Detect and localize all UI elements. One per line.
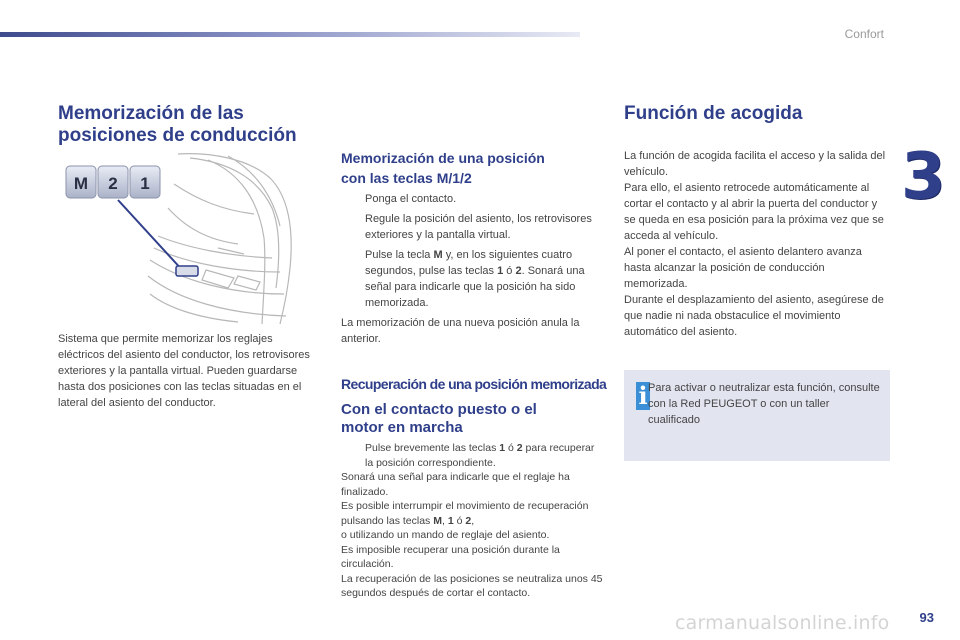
left-title-line1: Memorización de las — [58, 103, 244, 124]
info-text: Para activar o neutralizar esta función, consulte con la Red PEUGEOT o con un taller cualificado — [648, 382, 880, 426]
welcome-function-text: La función de acogida facilita el acceso y la salida del vehículo. Para ello, el asiento retrocede automáticamente al cortar el contacto y al abrir la puerta del conductor y se queda en esa posición para la próxima vez que se acceda al vehículo. Al poner el contacto, el asiento delantero avanza hasta alcanzar la posición de conducción memorizada. Durante el desplazamiento del asiento, asegúrese de que nadie ni nada obstaculice el movimiento automático del asiento. — [624, 150, 886, 338]
middle-title-line1: Memorización de una posición — [341, 150, 545, 166]
memory-key-m-label: M — [73, 174, 89, 193]
left-title-line2: posiciones de conducción — [58, 125, 297, 146]
memory-key-1-label: 1 — [140, 174, 150, 193]
page-number: 93 — [919, 610, 934, 625]
middle-title-line2: con las teclas M/1/2 — [341, 170, 472, 186]
memory-key-2-label: 2 — [108, 174, 118, 193]
recovery-heading: Recuperación de una posición memorizada — [341, 376, 607, 392]
step-item: Ponga el contacto. — [365, 193, 457, 205]
memorize-steps — [341, 191, 603, 347]
seat-memory-illustration — [58, 148, 304, 324]
middle-title — [341, 148, 611, 188]
header-bar — [0, 32, 580, 37]
watermark: carmanualsonline.info — [675, 612, 890, 634]
recovery-subtitle: Con el contacto puesto o el motor en marcha — [341, 401, 537, 436]
recovery-step: Pulse brevemente las teclas 1 ó 2 para recuperar la posición correspondiente. — [365, 442, 595, 469]
right-title: Función de acogida — [624, 103, 803, 124]
chapter-number: 3 — [901, 140, 946, 214]
section-label: Confort — [844, 27, 884, 41]
memorize-note: La memorización de una nueva posición anula la anterior. — [341, 317, 580, 345]
step-item: Regule la posición del asiento, los retrovisores exteriores y la pantalla virtual. — [365, 213, 592, 241]
info-icon: i — [636, 382, 650, 410]
info-box — [624, 370, 890, 461]
left-description: Sistema que permite memorizar los reglajes eléctricos del asiento del conductor, los retrovisores exteriores y la pantalla virtual. Pueden guardarse hasta dos posiciones con las teclas situadas en el lateral del asiento del conductor. — [58, 333, 310, 409]
seat-key-location — [176, 266, 198, 276]
left-title — [58, 103, 328, 147]
recovery-text: Pulse brevemente las teclas 1 ó 2 para recuperar la posición correspondiente. Sonará una señal para indicarle que el reglaje ha finalizado. Es posible interrumpir el movimiento de recuperación pulsando las teclas M, 1 ó 2, o utilizando un mando de reglaje del asiento. Es imposible recuperar una posición durante la circulación. La recuperación de las posiciones se neutraliza unos 45 segundos después de cortar el contacto. — [341, 442, 603, 599]
seat-sketch — [148, 154, 291, 324]
step-item: Pulse la tecla M y, en los siguientes cuatro segundos, pulse las teclas 1 ó 2. Sonará una señal para indicarle que la posición ha sido memorizada. — [365, 249, 585, 309]
memory-keys — [66, 166, 160, 198]
